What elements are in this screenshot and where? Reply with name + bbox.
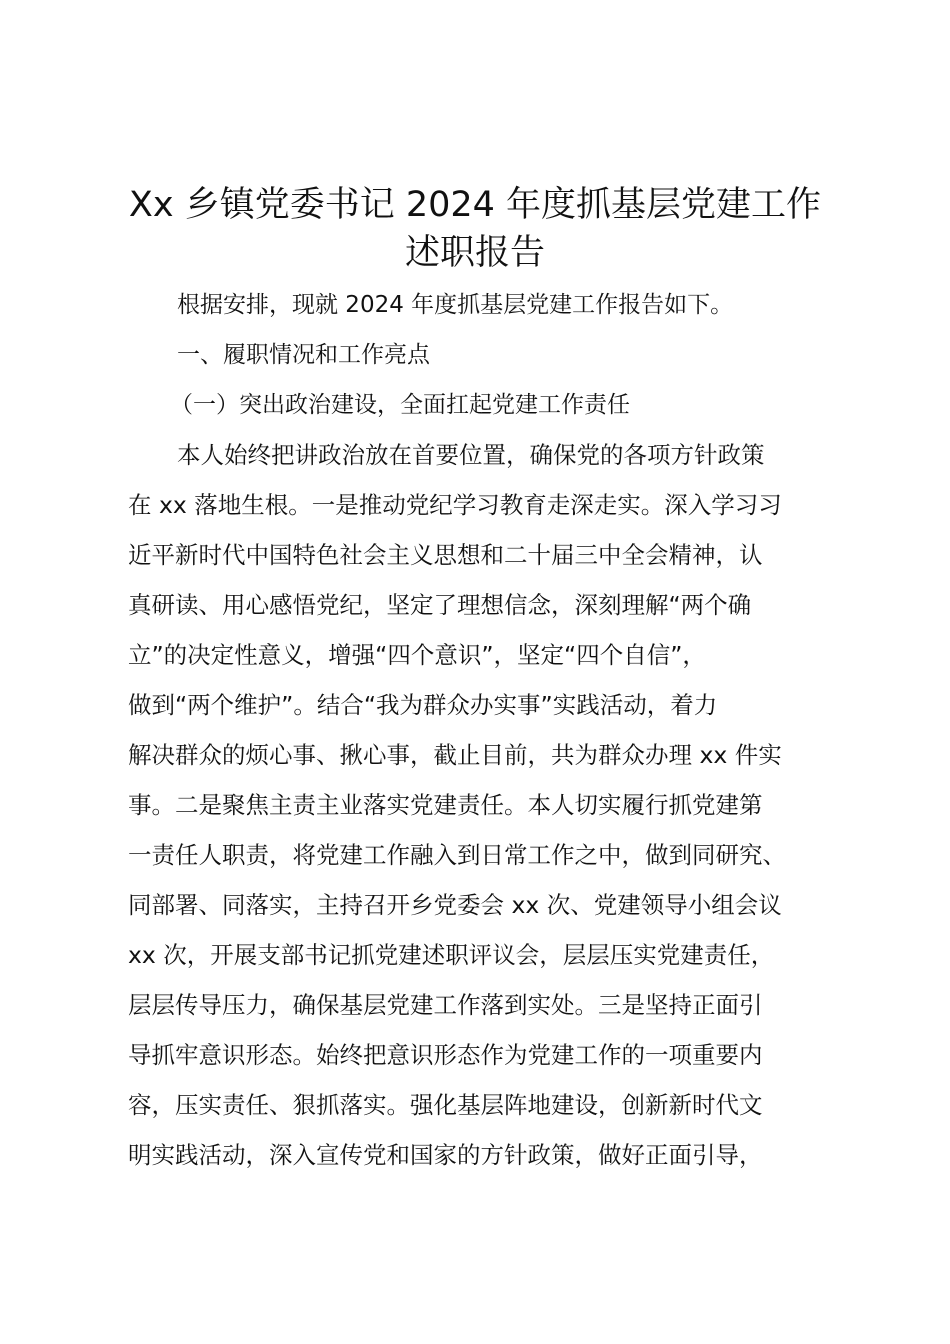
body-text-line: 一责任人职责，将党建工作融入到日常工作之中，做到同研究、 <box>128 841 786 869</box>
body-text-line: 近平新时代中国特色社会主义思想和二十届三中全会精神，认 <box>128 541 763 569</box>
body-text-line: 容，压实责任、狠抓落实。强化基层阵地建设，创新新时代文 <box>128 1091 763 1119</box>
body-text-line: 立”的决定性意义，增强“四个意识”，坚定“四个自信”， <box>128 641 706 669</box>
body-text-line: xx 次，开展支部书记抓党建述职评议会，层层压实党建责任， <box>128 941 775 969</box>
body-text-line: 导抓牢意识形态。始终把意识形态作为党建工作的一项重要内 <box>128 1041 763 1069</box>
document-title-line-1: Xx 乡镇党委书记 2024 年度抓基层党建工作 <box>128 185 822 225</box>
section-heading: 一、履职情况和工作亮点 <box>177 342 430 368</box>
intro-paragraph: 根据安排，现就 2024 年度抓基层党建工作报告如下。 <box>177 292 734 318</box>
body-text-line: 本人始终把讲政治放在首要位置，确保党的各项方针政策 <box>177 441 765 469</box>
body-text-line: 事。二是聚焦主责主业落实党建责任。本人切实履行抓党建第 <box>128 791 763 819</box>
body-text-line: 做到“两个维护”。结合“我为群众办实事”实践活动，着力 <box>128 691 718 719</box>
body-text-line: 同部署、同落实，主持召开乡党委会 xx 次、党建领导小组会议 <box>128 891 782 919</box>
body-text-line: 在 xx 落地生根。一是推动党纪学习教育走深走实。深入学习习 <box>128 491 782 519</box>
body-text-line: 真研读、用心感悟党纪，坚定了理想信念，深刻理解“两个确 <box>128 591 752 619</box>
document-title-line-2: 述职报告 <box>404 233 545 273</box>
subsection-heading: （一）突出政治建设，全面扛起党建工作责任 <box>170 392 630 418</box>
body-text-line: 层层传导压力，确保基层党建工作落到实处。三是坚持正面引 <box>128 991 763 1019</box>
body-text-line: 明实践活动，深入宣传党和国家的方针政策，做好正面引导， <box>128 1141 763 1169</box>
body-text-line: 解决群众的烦心事、揪心事，截止目前，共为群众办理 xx 件实 <box>128 741 782 769</box>
